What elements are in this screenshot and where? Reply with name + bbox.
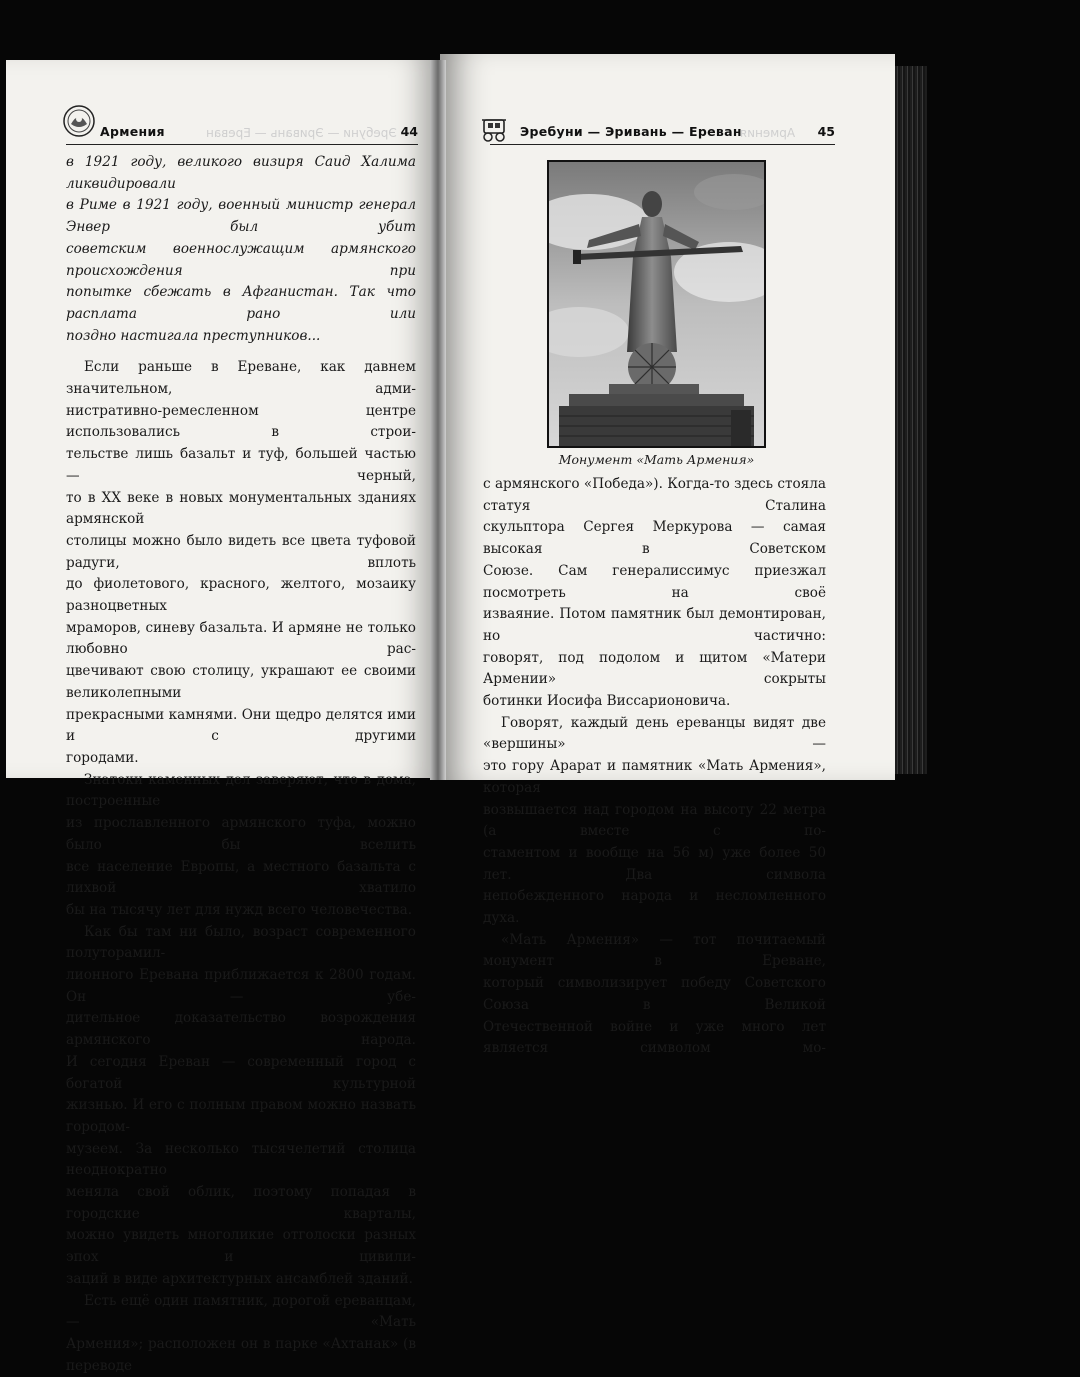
text-line: мраморов, синеву базальта. И армяне не только любовно рас- [66,619,416,658]
paragraph [483,930,826,1060]
photo-caption: Монумент «Мать Армения» [558,452,755,467]
text-line: тельстве лишь базальт и туф, большей частью — черный, [66,446,416,484]
paragraph [66,357,416,769]
text-line: городами. [66,749,139,766]
text-line: ботинки Иосифа Виссарионовича. [483,693,731,710]
text-line: лионного Еревана приближается к 2800 годам. Он — убе- [66,967,416,1005]
text-line: советским военнослужащим армянского происхождения при [66,240,416,279]
text-line: Знатоки каменных дел заверяют, что в дома, построенные [66,771,416,810]
text-line: цвечивают свою столицу, украшают ее своими великолепными [66,663,416,701]
text-line: стаментом и вообще на 56 м) уже более 50 лет. Два символа [483,844,826,883]
text-line: Армения»; расположен он в парке «Ахтанак» (в переводе [66,1335,416,1374]
text-line: Союзе. Сам генералиссимус приезжал посмотреть на своё [483,562,826,601]
monument-photo [547,160,766,448]
text-line: дительное доказательство возрождения армянского народа. [66,1010,416,1049]
text-line: возвышается над городом на высоту 22 метра (а вместе с по- [483,801,826,840]
paragraph [66,922,416,1291]
text-line: заций в виде архитектурных ансамблей зданий. [66,1270,413,1287]
paragraph [483,474,826,713]
text-line: Говорят, каждый день ереванцы видят две «вершины» — [483,714,826,753]
text-line: до фиолетового, красного, желтого, мозаику разноцветных [66,576,416,615]
text-line: нистративно-ремесленном центре использовались в строи- [66,402,416,441]
text-line: говорят, под подолом и щитом «Матери Армении» сокрыты [483,649,826,688]
page-edges [895,66,927,774]
text-line: Отечественной войне и уже много лет является символом мо- [483,1018,826,1057]
left-header-show-through: Эребуни — Эривань — Ереван [206,126,397,140]
text-line: меняла свой облик, поэтому попадая в городские кварталы, [66,1184,416,1222]
left-body-text [66,152,416,1377]
text-line: непобежденного народа и несломленного духа. [483,888,826,927]
text-line: с армянского «Победа»). Когда-то здесь стояла статуя Сталина [483,476,826,514]
text-line: то в XX веке в новых монументальных зданиях армянской [66,489,416,528]
right-header-show-through: Армения [740,126,796,140]
text-line: бы на тысячу лет для нужд всего человечества. [66,901,413,918]
text-line: скульптора Сергея Меркурова — самая высокая в Советском [483,519,826,558]
text-line: поздно настигала преступников... [66,327,321,344]
right-body-text [483,474,826,1060]
paragraph [66,770,416,922]
paragraph [66,1291,416,1377]
text-line: все население Европы, а местного базальта с лихвой хватило [66,858,416,897]
right-page-number: 45 [817,124,835,139]
paragraph [483,713,826,930]
text-line: попытке сбежать в Афганистан. Так что расплата рано или [66,284,416,322]
text-line: Есть ещё один памятник, дорогой ереванцам, — «Мать [66,1292,416,1331]
text-line: в 1921 году, великого визиря Саид Халима ликвидировали [66,154,416,192]
book-spine [430,60,446,780]
left-header [66,124,418,145]
text-line: можно увидеть многоликие отголоски разных эпох и цивили- [66,1227,416,1266]
text-line: в Риме в 1921 году, военный министр генерал Энвер был убит [66,197,416,236]
text-line: музеем. За несколько тысячелетий столица неоднократно [66,1140,416,1179]
left-page-number: 44 [400,124,418,139]
right-header [490,124,835,145]
quote-block [66,152,416,347]
text-line: И сегодня Ереван — современный город с богатой культурной [66,1053,416,1092]
text-line: прекрасными камнями. Они щедро делятся ими и с другими [66,706,416,745]
text-line: жизнью. И его с полным правом можно назвать городом- [66,1097,416,1135]
text-line: это гору Арарат и памятник «Мать Армения», которая [483,758,826,796]
text-line: «Мать Армения» — тот почитаемый монумент в Ереване, [483,931,826,970]
text-line: изваяние. Потом памятник был демонтирован, но частично: [483,606,826,644]
left-header-title: Армения [100,124,165,139]
text-line: который символизирует победу Советского Союза в Великой [483,975,826,1013]
text-line: Как бы там ни было, возраст современного полуторамил- [66,923,416,962]
text-line: из прославленного армянского туфа, можно было бы вселить [66,815,416,853]
right-header-title: Эребуни — Эривань — Ереван [520,124,742,139]
text-line: Если раньше в Ереване, как давнем значительном, адми- [66,359,416,398]
text-line: столицы можно было видеть все цвета туфовой радуги, вплоть [66,532,416,571]
